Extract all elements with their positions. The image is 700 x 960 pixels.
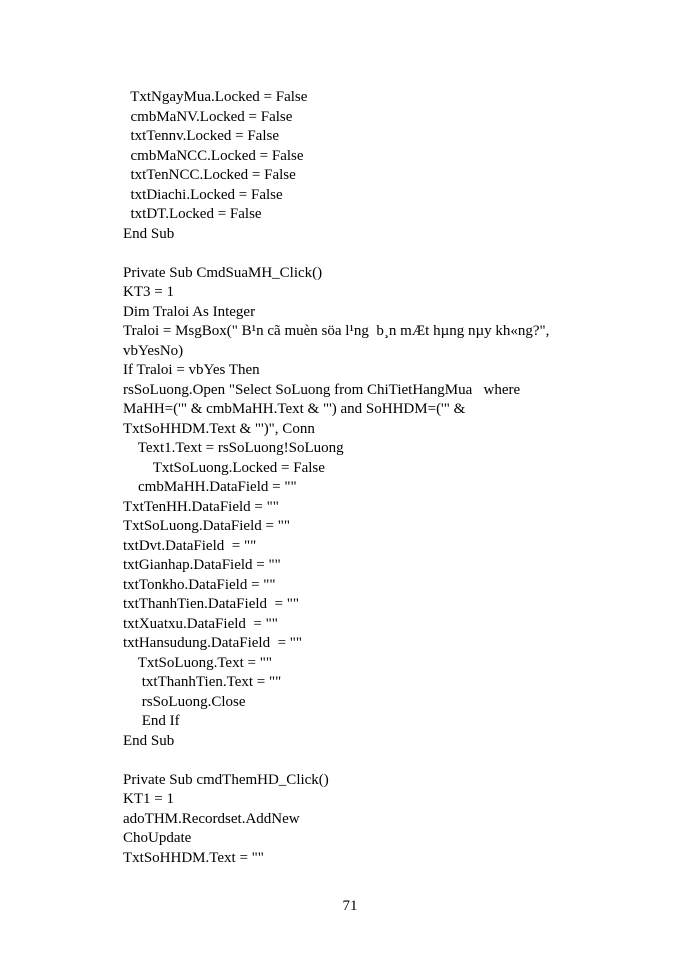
code-line: txtGianhap.DataField = "" xyxy=(123,557,281,573)
blank-line xyxy=(123,244,603,264)
code-line: txtDT.Locked = False xyxy=(123,206,262,222)
code-listing xyxy=(123,88,603,868)
code-line: TxtSoLuong.Locked = False xyxy=(123,459,325,476)
code-line: TxtTenHH.DataField = "" xyxy=(123,498,279,515)
code-line: Traloi = MsgBox(" B¹n cã muèn söa l¹ng b¸n mÆt hµng nµy kh«ng?", xyxy=(123,323,550,339)
code-line: TxtSoHHDM.Text = "" xyxy=(123,849,264,866)
code-line: txtDiachi.Locked = False xyxy=(123,186,283,203)
code-line: TxtNgayMua.Locked = False xyxy=(123,89,308,105)
code-line: rsSoLuong.Close xyxy=(123,693,246,710)
code-line: cmbMaNV.Locked = False xyxy=(123,108,293,125)
code-line: txtDvt.DataField = "" xyxy=(123,537,257,554)
code-line: ChoUpdate xyxy=(123,830,192,846)
blank-line xyxy=(123,751,603,771)
code-line: End If xyxy=(123,713,180,729)
code-line: adoTHM.Recordset.AddNew xyxy=(123,810,300,827)
page-number: 71 xyxy=(342,898,358,914)
code-line: TxtSoLuong.Text = "" xyxy=(123,654,272,671)
code-line: TxtSoHHDM.Text & "')", Conn xyxy=(123,420,315,437)
code-line: Dim Traloi As Integer xyxy=(123,303,256,320)
code-line: txtXuatxu.DataField = "" xyxy=(123,615,278,632)
code-line: Text1.Text = rsSoLuong!SoLuong xyxy=(123,440,344,456)
code-line: If Traloi = vbYes Then xyxy=(123,362,260,378)
code-line: txtTennv.Locked = False xyxy=(123,128,279,144)
code-line: txtHansudung.DataField = "" xyxy=(123,635,303,651)
code-line: txtTonkho.DataField = "" xyxy=(123,576,276,593)
code-line: KT3 = 1 xyxy=(123,284,174,300)
code-line: Private Sub cmdThemHD_Click() xyxy=(123,771,329,788)
code-line: txtTenNCC.Locked = False xyxy=(123,167,296,183)
code-line: rsSoLuong.Open "Select SoLuong from ChiTietHangMua where xyxy=(123,381,521,398)
code-line: cmbMaNCC.Locked = False xyxy=(123,147,304,164)
code-line: KT1 = 1 xyxy=(123,791,174,807)
code-line: vbYesNo) xyxy=(123,342,184,359)
code-line: End Sub xyxy=(123,225,175,242)
code-line: TxtSoLuong.DataField = "" xyxy=(123,518,290,534)
code-line: MaHH=('" & cmbMaHH.Text & "') and SoHHDM=('" & xyxy=(123,401,466,417)
code-line: cmbMaHH.DataField = "" xyxy=(123,479,297,495)
code-line: txtThanhTien.Text = "" xyxy=(123,674,282,690)
code-line: End Sub xyxy=(123,732,175,749)
code-line: txtThanhTien.DataField = "" xyxy=(123,596,299,612)
code-line: Private Sub CmdSuaMH_Click() xyxy=(123,264,323,281)
